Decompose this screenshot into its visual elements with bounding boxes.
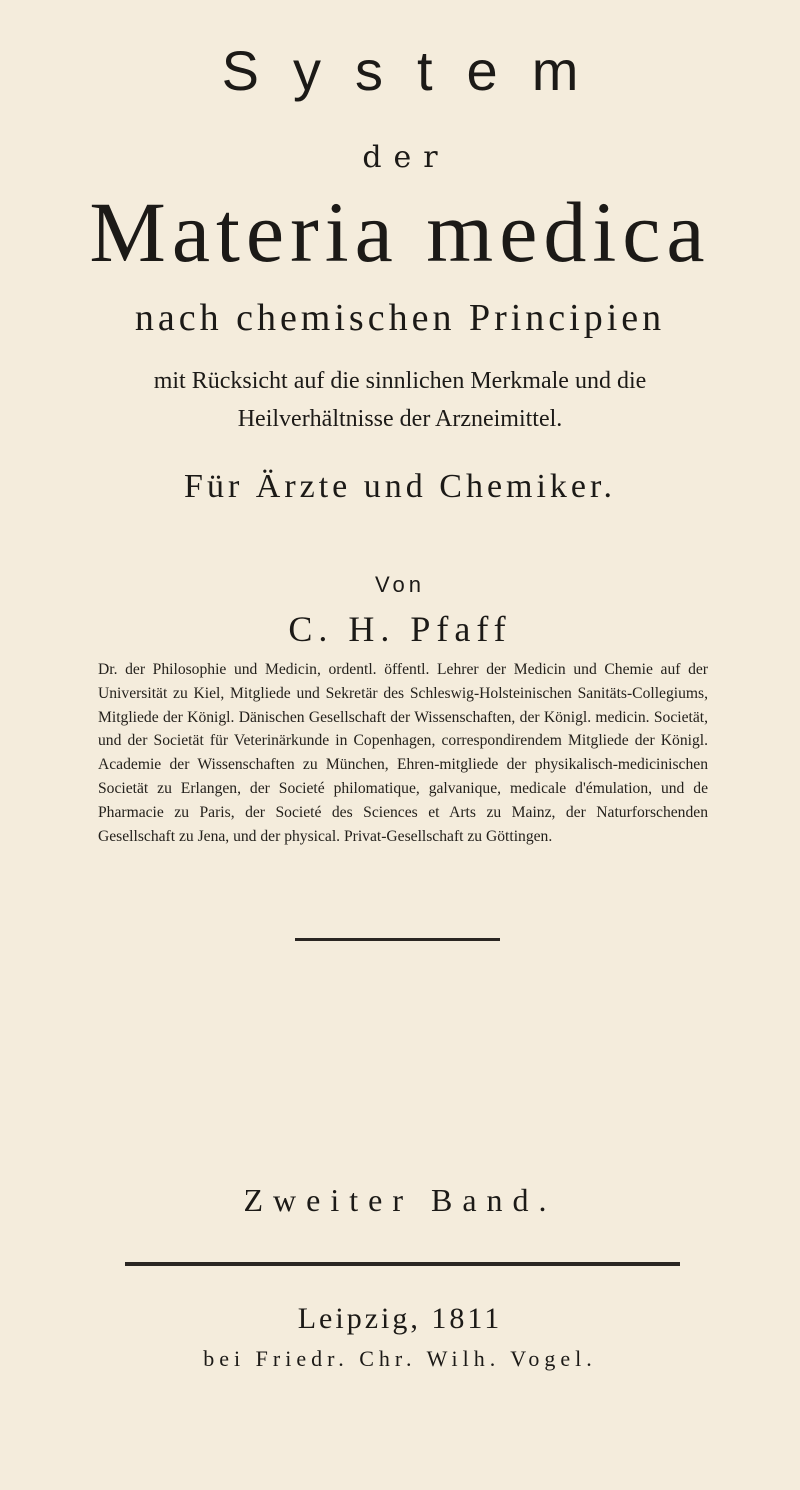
main-title: Materia medica bbox=[89, 184, 711, 280]
description-line-1: mit Rücksicht auf die sinnlichen Merkmale und die bbox=[153, 368, 647, 394]
volume-label: Zweiter Band. bbox=[243, 1182, 557, 1218]
by-line: Von bbox=[375, 572, 425, 597]
subtitle: nach chemischen Principien bbox=[134, 297, 666, 339]
author-name: C. H. Pfaff bbox=[288, 609, 512, 649]
author-titles: Dr. der Philosophie und Medicin, ordentl. öffentl. Lehrer der Medicin und Chemie auf der Universität zu Kiel, Mitgliede und Sekretär des Schleswig-Holsteinischen Sanitäts-Collegiums, Mitgliede der Königl. Dänischen Gesellschaft der Wissenschaften, der Königl. medicin. Societät, und der Societät für Veterinärkunde in Copenhagen, correspondirendem Mitgliede der Königl. Academie der Wissenschaften zu München, Ehren-mitgliede der physikalisch-medicinischen Societät zu Erlangen, der Societé philomatique, galvanique, medicale d'émulation, und de Pharmacie zu Paris, der Societé des Sciences et Arts zu Mainz, der Naturforschenden Gesellschaft zu Jena, und der physical. Privat-Gesellschaft zu Göttingen. bbox=[98, 661, 708, 845]
description-line-2: Heilverhältnisse der Arzneimittel. bbox=[237, 406, 563, 432]
description bbox=[0, 362, 800, 438]
divider-rule-lower bbox=[125, 1262, 680, 1266]
audience-line: Für Ärzte und Chemiker. bbox=[184, 468, 616, 505]
der-line: der bbox=[362, 140, 450, 175]
system-heading: System bbox=[221, 39, 613, 102]
divider-rule bbox=[295, 938, 500, 941]
publisher-line: bei Friedr. Chr. Wilh. Vogel. bbox=[203, 1346, 597, 1371]
imprint-place-year: Leipzig, 1811 bbox=[297, 1302, 503, 1335]
